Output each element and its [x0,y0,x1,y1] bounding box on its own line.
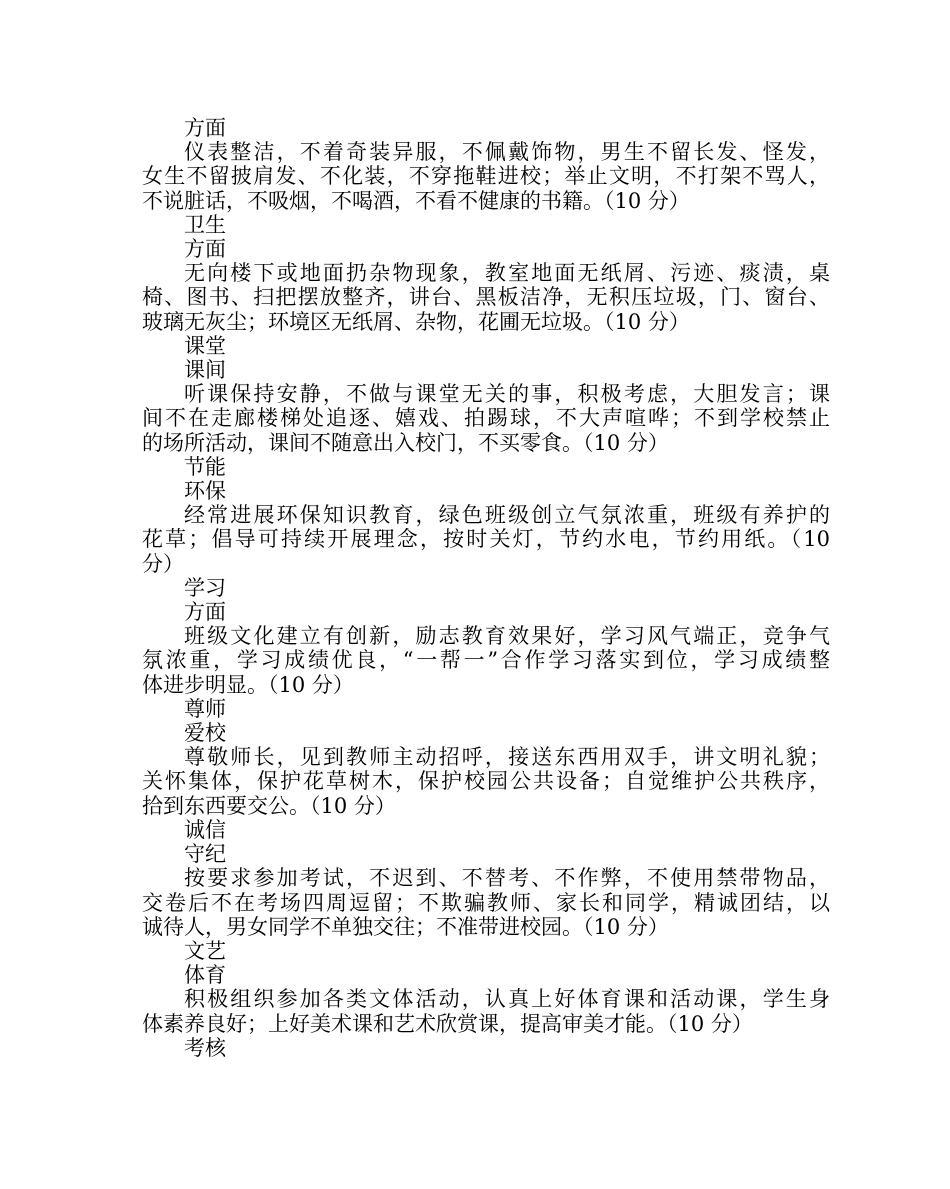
section-label: 尊师 [184,696,226,721]
section-label: 方面 [184,600,226,625]
document-page [142,116,830,1060]
paragraph-line: 氛浓重，学习成绩优良，“一帮一”合作学习落实到位，学习成绩整 [142,648,830,673]
section-label: 节能 [184,454,226,479]
paragraph-line: 关怀集体，保护花草树木，保护校园公共设备；自觉维护公共秩序， [142,769,830,794]
paragraph-line: 女生不留披肩发、不化装，不穿拖鞋进校；举止文明，不打架不骂人， [142,164,830,189]
section-label: 诚信 [184,817,226,842]
paragraph-line: 花草；倡导可持续开展理念，按时关灯，节约水电，节约用纸。（10 [142,527,830,552]
section-label: 方面 [184,237,226,262]
paragraph-line: 玻璃无灰尘；环境区无纸屑、杂物，花圃无垃圾。（10 分） [142,309,690,334]
paragraph-line: 分） [142,551,184,576]
section-label: 环保 [184,479,226,504]
paragraph-line: 体素养良好；上好美术课和艺术欣赏课，提高审美才能。（10 分） [142,1011,753,1036]
paragraph-line: 经常进展环保知识教育，绿色班级创立气氛浓重，班级有养护的 [184,503,830,528]
paragraph-line: 听课保持安静，不做与课堂无关的事，积极考虑，大胆发言；课 [184,382,830,407]
paragraph-line: 诚待人，男女同学不单独交往；不准带进校园。（10 分） [142,914,669,939]
paragraph-line: 仪表整洁，不着奇装异服，不佩戴饰物，男生不留长发、怪发， [184,140,830,165]
paragraph-line: 按要求参加考试，不迟到、不替考、不作弊，不使用禁带物品， [184,866,830,891]
section-label: 爱校 [184,721,226,746]
paragraph-line: 不说脏话，不吸烟，不喝酒，不看不健康的书籍。（10 分） [142,188,690,213]
section-label: 体育 [184,963,226,988]
paragraph-line: 无向楼下或地面扔杂物现象，教室地面无纸屑、污迹、痰渍，桌 [184,261,830,286]
paragraph-line: 尊敬师长，见到教师主动招呼，接送东西用双手，讲文明礼貌； [184,745,830,770]
section-label: 守纪 [184,842,226,867]
paragraph-line: 交卷后不在考场四周逗留；不欺骗教师、家长和同学，精诚团结，以 [142,890,830,915]
section-label: 学习 [184,575,226,600]
section-label: 课间 [184,358,226,383]
section-label: 课堂 [184,333,226,358]
paragraph-line: 体进步明显。（10 分） [142,672,354,697]
paragraph-line: 椅、图书、扫把摆放整齐，讲台、黑板洁净，无积压垃圾，门、窗台、 [142,285,830,310]
paragraph-line: 拾到东西要交公。（10 分） [142,793,396,818]
paragraph-line: 积极组织参加各类文体活动，认真上好体育课和活动课，学生身 [184,987,830,1012]
section-label: 卫生 [184,212,226,237]
section-label: 方面 [184,116,226,140]
paragraph-line: 间不在走廊楼梯处追逐、嬉戏、拍踢球，不大声喧哗；不到学校禁止 [142,406,830,431]
section-label: 文艺 [184,938,226,963]
section-label: 考核 [184,1035,226,1060]
paragraph-line: 班级文化建立有创新，励志教育效果好，学习风气端正，竞争气 [184,624,830,649]
paragraph-line: 的场所活动，课间不随意出入校门，不买零食。（10 分） [142,430,669,455]
